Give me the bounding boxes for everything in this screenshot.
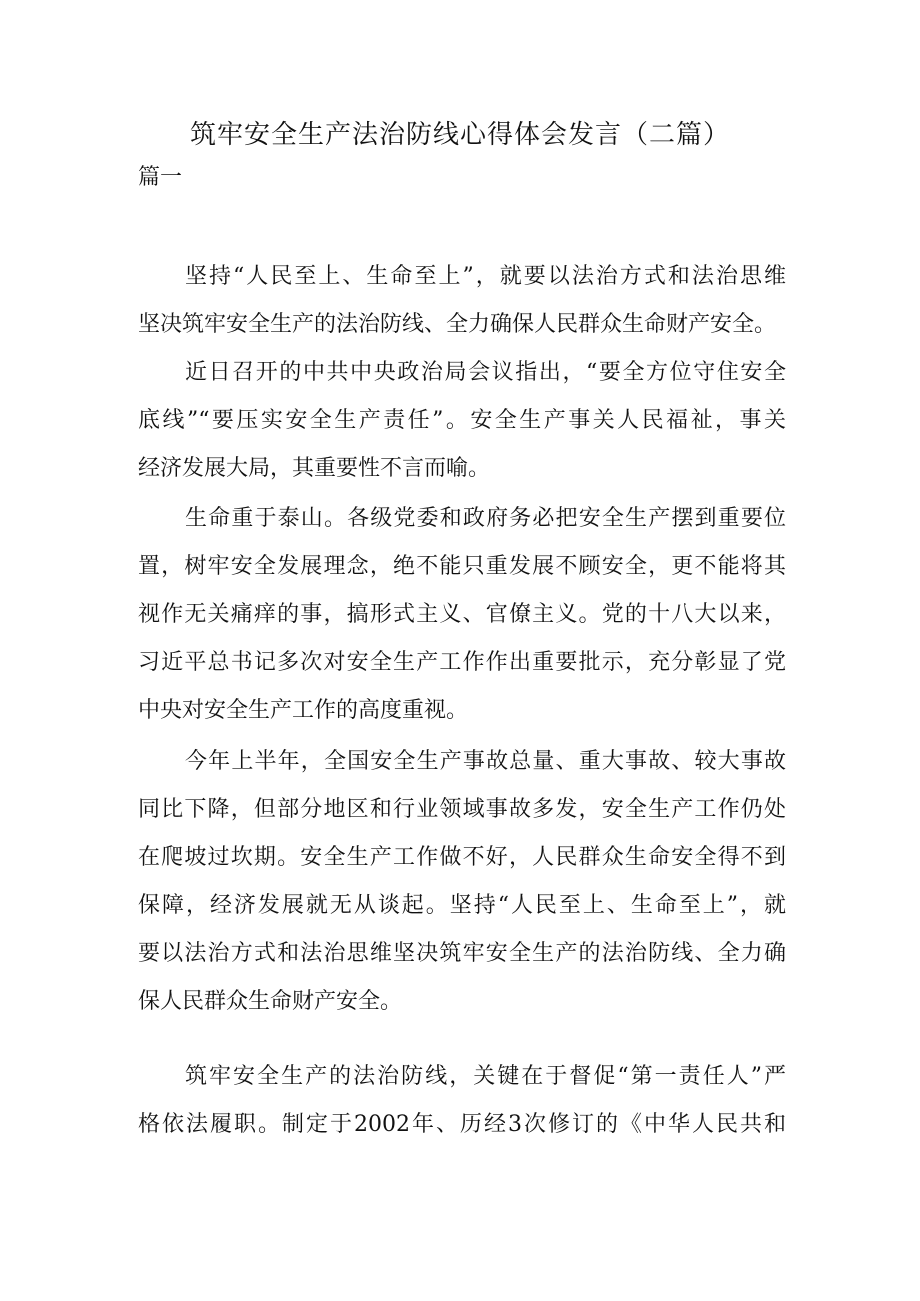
paragraph-line: 生命重于泰山。各级党委和政府务必把安全生产摆到重要位 — [185, 506, 786, 531]
document-title: 筑牢安全生产法治防线心得体会发言（二篇） — [189, 120, 730, 150]
paragraph-line: 保障，经济发展就无从谈起。坚持“人民至上、生命至上”，就 — [138, 893, 786, 918]
paragraph-line: 置，树牢安全发展理念，绝不能只重发展不顾安全，更不能将其 — [138, 554, 786, 579]
paragraph-line: 视作无关痛痒的事，搞形式主义、官僚主义。党的十八大以来， — [138, 602, 786, 627]
section-heading: 篇一 — [138, 165, 183, 190]
paragraph-line: 习近平总书记多次对安全生产工作作出重要批示，充分彰显了党 — [138, 650, 786, 675]
paragraph-line: 坚决筑牢安全生产的法治防线、全力确保人民群众生命财产安全。 — [138, 312, 777, 337]
paragraph-line: 经济发展大局，其重要性不言而喻。 — [138, 456, 491, 481]
paragraph-line: 中央对安全生产工作的高度重视。 — [138, 698, 469, 723]
paragraph-line: 底线”“要压实安全生产责任”。安全生产事关人民福祉，事关 — [138, 408, 786, 433]
paragraph-line: 要以法治方式和法治思维坚决筑牢安全生产的法治防线、全力确 — [138, 941, 786, 966]
paragraph-line: 筑牢安全生产的法治防线，关键在于督促“第一责任人”严 — [185, 1064, 786, 1089]
paragraph-line: 在爬坡过坎期。安全生产工作做不好，人民群众生命安全得不到 — [138, 845, 786, 870]
paragraph-line: 近日召开的中共中央政治局会议指出，“要全方位守住安全 — [185, 360, 786, 385]
paragraph-line: 同比下降，但部分地区和行业领域事故多发，安全生产工作仍处 — [138, 797, 786, 822]
paragraph-line: 保人民群众生命财产安全。 — [138, 989, 403, 1014]
paragraph-line: 今年上半年，全国安全生产事故总量、重大事故、较大事故 — [185, 749, 786, 774]
paragraph-line: 坚持“人民至上、生命至上”，就要以法治方式和法治思维 — [185, 264, 786, 289]
paragraph-line: 格依法履职。制定于2002年、历经3次修订的《中华人民共和 — [138, 1112, 786, 1137]
